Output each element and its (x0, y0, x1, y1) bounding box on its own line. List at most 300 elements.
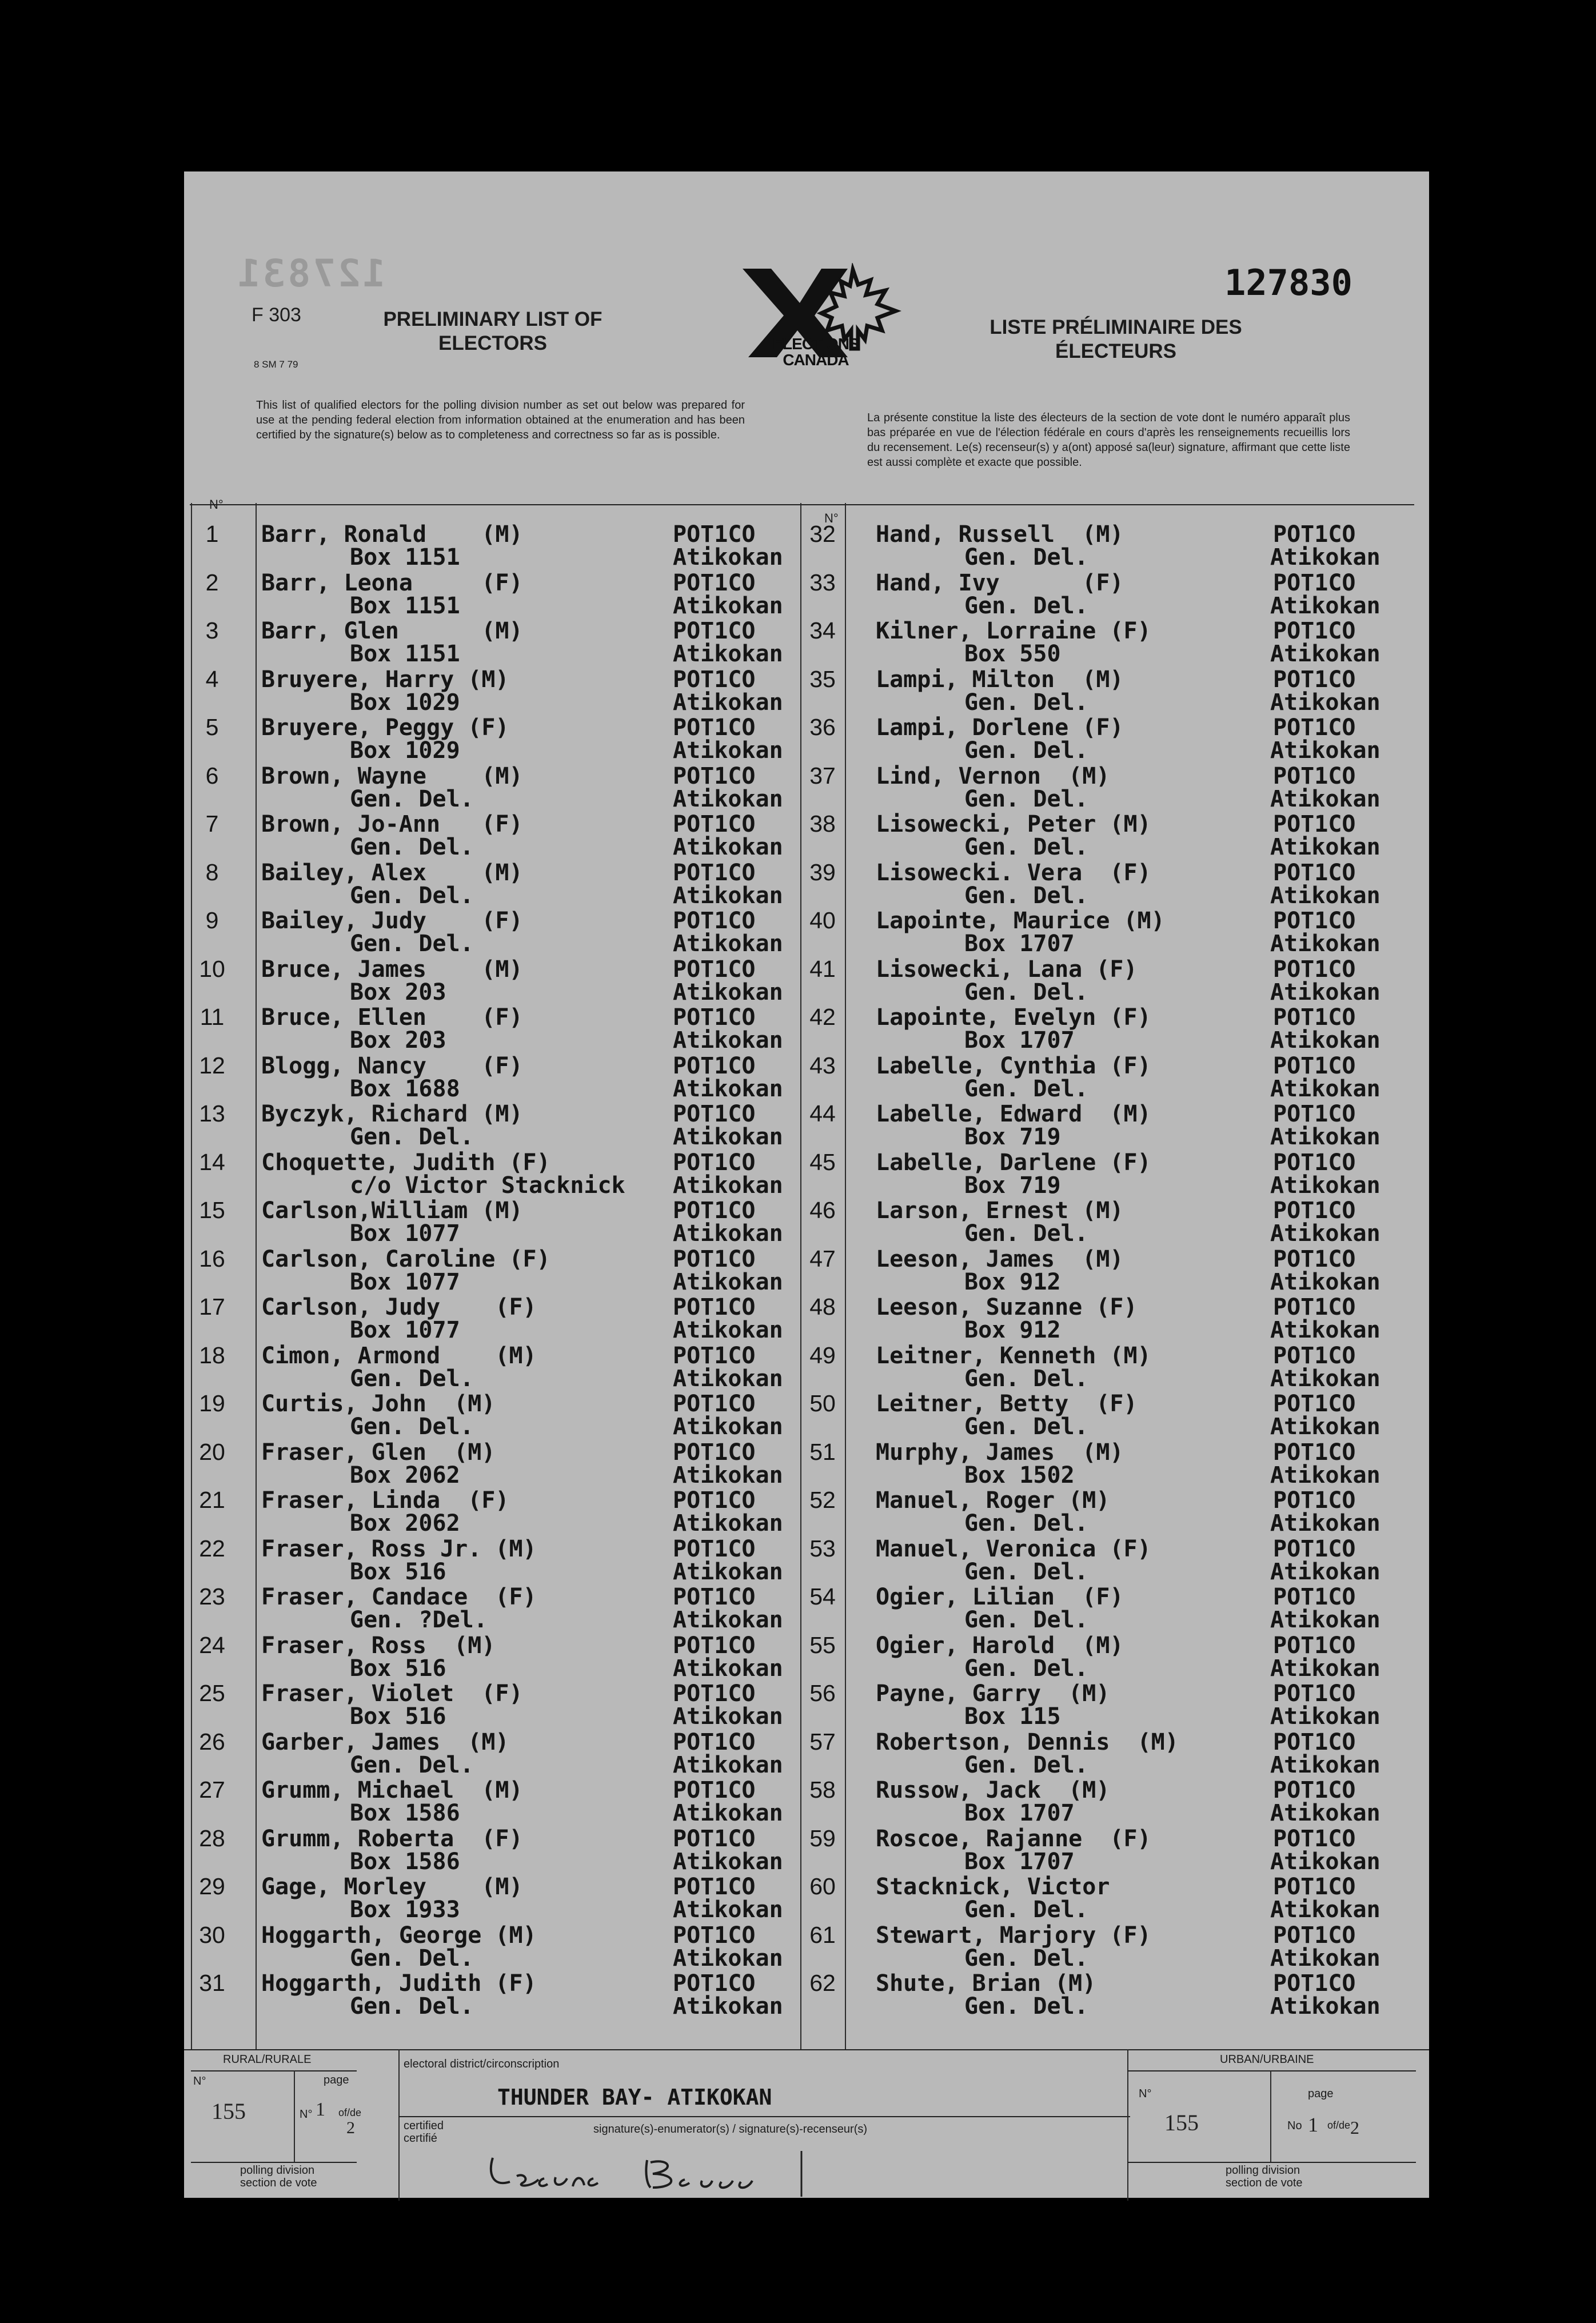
elector-postal-code: POT1CO (1273, 1004, 1356, 1031)
elector-name: Barr, Glen (M) (261, 618, 523, 644)
elector-address: Gen. ?Del. (350, 1607, 488, 1633)
elector-address: Box 1077 (350, 1268, 460, 1295)
urban-page-no-label: No (1287, 2120, 1302, 2132)
elector-name: Lind, Vernon (M) (876, 763, 1110, 789)
row-number: 19 (199, 1390, 225, 1416)
row-number: 55 (809, 1631, 836, 1658)
elector-address: Box 912 (964, 1317, 1061, 1343)
elector-postal-code: POT1CO (673, 1777, 756, 1803)
row-number: 13 (199, 1100, 225, 1127)
signature-label: signature(s)-enumerator(s) / signature(s)-recenseur(s) (593, 2123, 868, 2136)
elector-name: Fraser, Linda (F) (261, 1487, 509, 1514)
elector-name: Choquette, Judith (F) (261, 1149, 550, 1176)
row-number: 51 (809, 1438, 836, 1465)
rural-of-number: 2 (346, 2118, 355, 2137)
elector-town: Atikokan (1270, 834, 1380, 860)
elector-address: Box 1707 (964, 1027, 1075, 1053)
urban-label: URBAN/URBAINE (1220, 2053, 1314, 2066)
elector-address: Box 1586 (350, 1848, 460, 1875)
elector-postal-code: POT1CO (673, 1584, 756, 1610)
elector-name: Garber, James (M) (261, 1729, 509, 1755)
elector-name: Russow, Jack (M) (876, 1777, 1110, 1803)
elector-town: Atikokan (673, 1027, 783, 1053)
elector-address: Gen. Del. (964, 1510, 1088, 1536)
row-number: 24 (199, 1631, 225, 1658)
elector-address: Gen. Del. (350, 882, 474, 909)
elector-postal-code: POT1CO (673, 1149, 756, 1176)
elector-town: Atikokan (1270, 1414, 1380, 1440)
elector-town: Atikokan (1270, 785, 1380, 812)
elector-name: Labelle, Cynthia (F) (876, 1052, 1151, 1079)
row-number: 23 (199, 1583, 225, 1610)
row-number: 47 (809, 1245, 836, 1272)
row-number: 6 (205, 762, 219, 789)
elector-postal-code: POT1CO (673, 859, 756, 886)
elector-name: Fraser, Ross Jr. (M) (261, 1535, 537, 1562)
elector-postal-code: POT1CO (673, 1004, 756, 1031)
elector-postal-code: POT1CO (673, 811, 756, 837)
elector-address: Gen. Del. (964, 834, 1088, 860)
elector-postal-code: POT1CO (1273, 1391, 1356, 1417)
elector-postal-code: POT1CO (1273, 763, 1356, 789)
elector-address: Box 719 (964, 1172, 1061, 1199)
elector-name: Stewart, Marjory (F) (876, 1922, 1151, 1949)
elector-postal-code: POT1CO (673, 1922, 756, 1949)
elector-postal-code: POT1CO (673, 1825, 756, 1852)
elector-name: Larson, Ernest (M) (876, 1198, 1124, 1224)
row-number: 40 (809, 907, 836, 933)
elector-town: Atikokan (673, 592, 783, 619)
elector-postal-code: POT1CO (673, 1729, 756, 1755)
elector-town: Atikokan (673, 1317, 783, 1343)
elector-town: Atikokan (673, 882, 783, 909)
elector-postal-code: POT1CO (673, 1487, 756, 1514)
elector-postal-code: POT1CO (1273, 1487, 1356, 1514)
elector-town: Atikokan (673, 785, 783, 812)
elector-address: Box 516 (350, 1558, 446, 1585)
row-number: 29 (199, 1873, 225, 1899)
elector-address: Gen. Del. (964, 979, 1088, 1005)
elector-postal-code: POT1CO (1273, 1149, 1356, 1176)
row-number: 8 (205, 859, 219, 885)
row-number: 46 (809, 1197, 836, 1223)
elector-name: Hoggarth, George (M) (261, 1922, 537, 1949)
elector-address: Gen. Del. (350, 1414, 474, 1440)
column-header-no-left: N° (209, 497, 224, 512)
elector-name: Carlson,William (M) (261, 1198, 523, 1224)
row-number: 27 (199, 1777, 225, 1803)
table-number-rule-right (845, 503, 846, 2049)
elector-town: Atikokan (673, 1414, 783, 1440)
elector-postal-code: POT1CO (1273, 859, 1356, 886)
row-number: 3 (205, 617, 219, 644)
row-number: 18 (199, 1342, 225, 1368)
elector-town: Atikokan (1270, 689, 1380, 716)
elector-town: Atikokan (1270, 737, 1380, 764)
table-top-rule (190, 504, 1414, 505)
elector-address: Box 2062 (350, 1462, 460, 1488)
footer-top-rule (184, 2049, 1429, 2050)
urban-polling-label (1226, 2164, 1303, 2189)
title-french-line2: ÉLECTEURS (1055, 340, 1176, 362)
table-center-rule (800, 503, 801, 2049)
elector-town: Atikokan (1270, 1027, 1380, 1053)
elector-address: Gen. Del. (350, 1993, 474, 2019)
elector-town: Atikokan (673, 1751, 783, 1778)
elector-town: Atikokan (1270, 1848, 1380, 1875)
elector-town: Atikokan (673, 1462, 783, 1488)
elector-town: Atikokan (1270, 1075, 1380, 1102)
elector-name: Grumm, Roberta (F) (261, 1825, 523, 1852)
elector-address: Gen. Del. (964, 737, 1088, 764)
elector-postal-code: POT1CO (673, 1342, 756, 1369)
elector-postal-code: POT1CO (1273, 908, 1356, 934)
row-number: 36 (809, 714, 836, 740)
elector-town: Atikokan (1270, 641, 1380, 667)
elector-postal-code: POT1CO (1273, 618, 1356, 644)
elector-name: Barr, Ronald (M) (261, 521, 523, 548)
row-number: 15 (199, 1197, 225, 1223)
elector-address: Box 115 (964, 1703, 1061, 1730)
elector-name: Barr, Leona (F) (261, 569, 523, 596)
row-number: 59 (809, 1825, 836, 1851)
elector-postal-code: POT1CO (673, 956, 756, 983)
elector-postal-code: POT1CO (1273, 715, 1356, 741)
row-number: 49 (809, 1342, 836, 1368)
elector-town: Atikokan (1270, 979, 1380, 1005)
enumerator-signature (481, 2146, 836, 2198)
elector-postal-code: POT1CO (1273, 1681, 1356, 1707)
elector-name: Ogier, Lilian (F) (876, 1584, 1124, 1610)
row-number: 26 (199, 1728, 225, 1755)
row-number: 42 (809, 1004, 836, 1030)
district-value: THUNDER BAY- ATIKOKAN (497, 2085, 772, 2110)
elector-address: Gen. Del. (964, 1558, 1088, 1585)
elector-town: Atikokan (1270, 1172, 1380, 1199)
row-number: 61 (809, 1921, 836, 1948)
row-number: 7 (205, 811, 219, 837)
urban-divider (1270, 2070, 1271, 2162)
logo-text (739, 336, 893, 368)
certified-label-fr: certifié (404, 2132, 437, 2145)
urban-page-number: 1 (1308, 2113, 1318, 2136)
elector-postal-code: POT1CO (1273, 1439, 1356, 1466)
elector-address: Box 203 (350, 1027, 446, 1053)
row-number: 62 (809, 1970, 836, 1996)
rural-page-number: 1 (316, 2099, 325, 2120)
elector-name: Lisowecki. Vera (F) (876, 859, 1151, 886)
elector-address: c/o Victor Stacknick (350, 1172, 625, 1199)
elector-town: Atikokan (673, 1075, 783, 1102)
elector-name: Payne, Garry (M) (876, 1681, 1110, 1707)
elector-postal-code: POT1CO (673, 1681, 756, 1707)
row-number: 4 (205, 665, 219, 692)
elector-name: Brown, Jo-Ann (F) (261, 811, 523, 837)
elector-postal-code: POT1CO (1273, 1970, 1356, 1997)
rural-polling-number: 155 (212, 2098, 246, 2124)
row-number: 12 (199, 1052, 225, 1079)
elector-postal-code: POT1CO (1273, 1825, 1356, 1852)
elector-address: Box 1151 (350, 592, 460, 619)
elector-town: Atikokan (1270, 1655, 1380, 1682)
elector-address: Gen. Del. (350, 1751, 474, 1778)
elector-town: Atikokan (673, 834, 783, 860)
column-header-no-right: N° (824, 511, 839, 525)
elector-town: Atikokan (673, 1800, 783, 1826)
elector-postal-code: POT1CO (1273, 521, 1356, 548)
elector-name: Leeson, James (M) (876, 1246, 1124, 1272)
elector-address: Box 1707 (964, 1848, 1075, 1875)
elector-postal-code: POT1CO (673, 666, 756, 693)
rural-polling-label-fr: section de vote (240, 2177, 317, 2189)
elector-town: Atikokan (673, 689, 783, 716)
elector-address: Box 1707 (964, 931, 1075, 957)
elector-town: Atikokan (1270, 1462, 1380, 1488)
elector-town: Atikokan (1270, 1558, 1380, 1585)
elector-postal-code: POT1CO (673, 1294, 756, 1320)
elector-postal-code: POT1CO (1273, 1729, 1356, 1755)
row-number: 57 (809, 1728, 836, 1755)
row-number: 2 (205, 569, 219, 596)
elector-postal-code: POT1CO (1273, 1632, 1356, 1659)
elector-name: Byczyk, Richard (M) (261, 1101, 523, 1127)
elector-town: Atikokan (673, 1993, 783, 2019)
row-number: 56 (809, 1680, 836, 1706)
row-number: 14 (199, 1148, 225, 1175)
elector-postal-code: POT1CO (1273, 1198, 1356, 1224)
row-number: 31 (199, 1970, 225, 1996)
form-subcode: 8 SM 7 79 (254, 359, 298, 370)
elector-address: Box 516 (350, 1703, 446, 1730)
elector-postal-code: POT1CO (1273, 1052, 1356, 1079)
urban-polling-label-en: polling division (1226, 2164, 1300, 2177)
table-number-rule-left (256, 503, 257, 2049)
rural-no-label: N° (193, 2075, 206, 2087)
elector-name: Bruce, Ellen (F) (261, 1004, 523, 1031)
urban-no-label: N° (1139, 2087, 1152, 2100)
row-number: 33 (809, 569, 836, 596)
elector-address: Gen. Del. (964, 689, 1088, 716)
row-number: 5 (205, 714, 219, 740)
elector-town: Atikokan (1270, 1897, 1380, 1923)
elector-postal-code: POT1CO (673, 1101, 756, 1127)
row-number: 16 (199, 1245, 225, 1272)
elector-name: Carlson, Judy (F) (261, 1294, 537, 1320)
row-number: 17 (199, 1294, 225, 1320)
elector-postal-code: POT1CO (673, 1246, 756, 1272)
elector-postal-code: POT1CO (673, 1535, 756, 1562)
elector-town: Atikokan (673, 931, 783, 957)
title-french (944, 316, 1287, 364)
elector-name: Ogier, Harold (M) (876, 1632, 1124, 1659)
district-rule (398, 2116, 1130, 2117)
row-number: 35 (809, 665, 836, 692)
row-number: 20 (199, 1438, 225, 1465)
elector-postal-code: POT1CO (1273, 1342, 1356, 1369)
row-number: 22 (199, 1535, 225, 1562)
row-number: 37 (809, 762, 836, 789)
row-number: 39 (809, 859, 836, 885)
elector-address: Gen. Del. (964, 882, 1088, 909)
row-number: 58 (809, 1777, 836, 1803)
elector-town: Atikokan (1270, 1365, 1380, 1392)
rural-page-no-label: N° (300, 2108, 313, 2121)
intro-paragraph-english: This list of qualified electors for the polling division number as set out below was prepared for use at the pending federal election from information obtained at the enumeration and has been certified by the signature(s) below as to completeness and correctness so far as is possible. (256, 399, 745, 441)
elector-town: Atikokan (673, 1268, 783, 1295)
rural-bottom-rule (191, 2162, 357, 2163)
title-english (356, 308, 630, 356)
intro-paragraph-french: La présente constitue la liste des électeurs de la section de vote dont le numéro apparaît plus bas préparée en vue de l'élection fédérale en cours d'après les renseignements recueillis lors du recensement. Le(s) recenseur(s) y a(ont) apposé sa(leur) signature, affirmant que cette liste est aussi complète et exacte que possible. (867, 412, 1350, 469)
elector-address: Gen. Del. (350, 1365, 474, 1392)
elector-town: Atikokan (673, 1655, 783, 1682)
elector-name: Lapointe, Evelyn (F) (876, 1004, 1151, 1031)
elector-town: Atikokan (1270, 1317, 1380, 1343)
elector-name: Blogg, Nancy (F) (261, 1052, 523, 1079)
row-number: 53 (809, 1535, 836, 1562)
elector-town: Atikokan (1270, 1945, 1380, 1971)
elector-town: Atikokan (673, 979, 783, 1005)
elector-postal-code: POT1CO (1273, 1777, 1356, 1803)
row-number: 54 (809, 1583, 836, 1610)
elector-address: Gen. Del. (350, 931, 474, 957)
row-number: 21 (199, 1487, 225, 1513)
elector-postal-code: POT1CO (673, 521, 756, 548)
elector-postal-code: POT1CO (673, 763, 756, 789)
elector-name: Fraser, Candace (F) (261, 1584, 537, 1610)
elector-town: Atikokan (673, 1607, 783, 1633)
elector-town: Atikokan (1270, 1268, 1380, 1295)
elector-address: Box 2062 (350, 1510, 460, 1536)
elector-postal-code: POT1CO (1273, 1294, 1356, 1320)
urban-of-label: of/de (1327, 2120, 1351, 2131)
elector-address: Box 1151 (350, 641, 460, 667)
elector-address: Box 1029 (350, 737, 460, 764)
elector-postal-code: POT1CO (1273, 1535, 1356, 1562)
elector-address: Box 1077 (350, 1317, 460, 1343)
elector-postal-code: POT1CO (673, 1970, 756, 1997)
row-number: 9 (205, 907, 219, 933)
elector-name: Lisowecki, Lana (F) (876, 956, 1138, 983)
elector-name: Bruyere, Peggy (F) (261, 715, 509, 741)
title-english-line2: ELECTORS (438, 332, 547, 354)
elector-name: Lisowecki, Peter (M) (876, 811, 1151, 837)
urban-polling-number: 155 (1164, 2110, 1199, 2136)
elector-address: Box 203 (350, 979, 446, 1005)
elector-postal-code: POT1CO (1273, 569, 1356, 596)
elector-name: Fraser, Violet (F) (261, 1681, 523, 1707)
elector-name: Brown, Wayne (M) (261, 763, 523, 789)
row-number: 30 (199, 1921, 225, 1948)
elector-address: Box 912 (964, 1268, 1061, 1295)
elector-name: Lampi, Dorlene (F) (876, 715, 1124, 741)
row-number: 41 (809, 955, 836, 982)
elector-postal-code: POT1CO (673, 1632, 756, 1659)
rural-polling-label (240, 2164, 317, 2189)
elector-postal-code: POT1CO (673, 1874, 756, 1900)
elector-address: Box 1151 (350, 544, 460, 570)
elector-address: Gen. Del. (964, 1945, 1088, 1971)
elector-name: Leitner, Kenneth (M) (876, 1342, 1151, 1369)
elector-name: Hoggarth, Judith (F) (261, 1970, 537, 1997)
elector-name: Carlson, Caroline (F) (261, 1246, 550, 1272)
elector-address: Gen. Del. (964, 544, 1088, 570)
row-number: 52 (809, 1487, 836, 1513)
elector-address: Gen. Del. (964, 592, 1088, 619)
certified-label-en: certified (404, 2120, 444, 2132)
elector-name: Bailey, Judy (F) (261, 908, 523, 934)
elector-name: Stacknick, Victor (876, 1874, 1110, 1900)
elector-address: Box 1586 (350, 1800, 460, 1826)
elector-address: Box 1933 (350, 1897, 460, 1923)
elector-town: Atikokan (1270, 1703, 1380, 1730)
elector-name: Labelle, Edward (M) (876, 1101, 1151, 1127)
elector-name: Hand, Russell (M) (876, 521, 1124, 548)
elector-town: Atikokan (1270, 1124, 1380, 1150)
elector-name: Fraser, Glen (M) (261, 1439, 496, 1466)
rural-polling-label-en: polling division (240, 2164, 315, 2177)
elector-town: Atikokan (673, 1365, 783, 1392)
elector-town: Atikokan (1270, 1220, 1380, 1247)
elector-name: Lampi, Milton (M) (876, 666, 1124, 693)
certified-label (404, 2120, 444, 2145)
elector-address: Gen. Del. (350, 834, 474, 860)
elector-postal-code: POT1CO (673, 618, 756, 644)
elector-town: Atikokan (673, 1558, 783, 1585)
elector-name: Bailey, Alex (M) (261, 859, 523, 886)
row-number: 34 (809, 617, 836, 644)
rural-rule (191, 2070, 357, 2071)
footer-right-divider (1127, 2049, 1128, 2201)
elector-address: Gen. Del. (350, 1124, 474, 1150)
elector-address: Box 516 (350, 1655, 446, 1682)
elector-address: Gen. Del. (964, 1897, 1088, 1923)
row-number: 43 (809, 1052, 836, 1079)
elector-postal-code: POT1CO (673, 569, 756, 596)
elector-address: Box 550 (964, 641, 1061, 667)
rural-divider (294, 2070, 295, 2162)
elector-postal-code: POT1CO (1273, 1246, 1356, 1272)
elector-address: Gen. Del. (964, 1655, 1088, 1682)
elector-postal-code: POT1CO (673, 1052, 756, 1079)
elector-address: Gen. Del. (350, 785, 474, 812)
elector-name: Hand, Ivy (F) (876, 569, 1124, 596)
elector-postal-code: POT1CO (673, 908, 756, 934)
elector-name: Manuel, Roger (M) (876, 1487, 1110, 1514)
elector-address: Gen. Del. (350, 1945, 474, 1971)
elector-address: Box 1688 (350, 1075, 460, 1102)
elector-name: Bruyere, Harry (M) (261, 666, 509, 693)
elector-town: Atikokan (673, 1703, 783, 1730)
elector-town: Atikokan (673, 737, 783, 764)
form-code: F 303 (252, 304, 301, 326)
elector-town: Atikokan (673, 544, 783, 570)
elector-postal-code: POT1CO (1273, 1584, 1356, 1610)
urban-polling-label-fr: section de vote (1226, 2177, 1303, 2189)
elector-name: Fraser, Ross (M) (261, 1632, 496, 1659)
elector-town: Atikokan (673, 1124, 783, 1150)
title-english-line1: PRELIMINARY LIST OF (383, 308, 603, 330)
elector-name: Shute, Brian (M) (876, 1970, 1096, 1997)
elector-name: Labelle, Darlene (F) (876, 1149, 1151, 1176)
elector-postal-code: POT1CO (673, 1439, 756, 1466)
elector-town: Atikokan (1270, 1751, 1380, 1778)
footer-left-divider (398, 2049, 400, 2201)
elector-address: Gen. Del. (964, 785, 1088, 812)
elector-town: Atikokan (1270, 931, 1380, 957)
elector-name: Curtis, John (M) (261, 1391, 496, 1417)
elector-name: Bruce, James (M) (261, 956, 523, 983)
elector-town: Atikokan (673, 641, 783, 667)
